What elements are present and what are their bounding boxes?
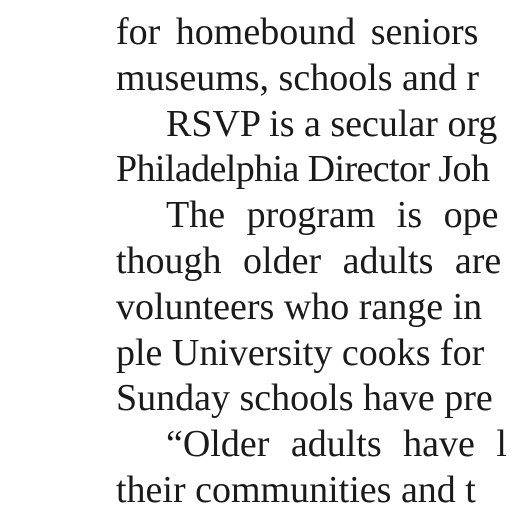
text-line: though older adults are <box>116 239 502 282</box>
text-line: volunteers who range in <box>116 285 483 328</box>
paragraph-start-line: “Older adults have l <box>166 423 507 466</box>
text-line: for homebound seniors <box>116 11 479 53</box>
text-line: ple University cooks for <box>116 331 485 374</box>
article-text-column <box>116 10 512 512</box>
text-line: museums, schools and r <box>116 56 480 99</box>
paragraph-start-line: RSVP is a secular org <box>166 102 498 145</box>
paragraph-start-line: The program is ope <box>166 194 499 237</box>
text-line: Philadelphia Director Joh <box>116 148 490 191</box>
text-line: their communities and t <box>116 468 476 511</box>
text-line: Sunday schools have pre <box>116 377 493 420</box>
